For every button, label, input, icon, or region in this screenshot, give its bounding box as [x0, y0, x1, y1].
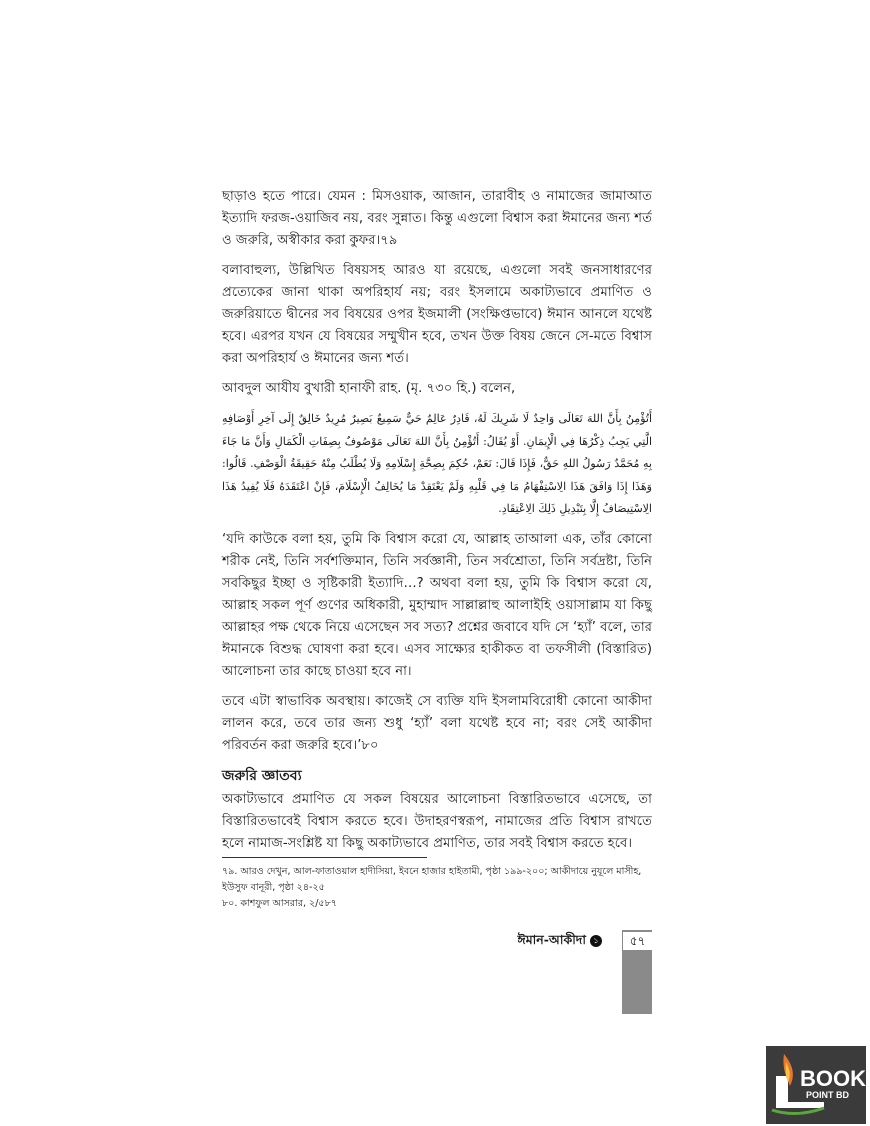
- paragraph-6: অকাট্যভাবে প্রমাণিত যে সকল বিষয়ের আলোচনা বিস্তারিতভাবে এসেছে, তা বিস্তারিতভাবেই বিশ্বাস করতে হবে। উদাহরণস্বরূপ, নামাজের প্রতি বিশ্বাস রাখতে হলে নামাজ-সংশ্লিষ্ট যা কিছু অকাট্যভাবে প্রমাণিত, তার সবই বিশ্বাস করতে হবে।: [222, 791, 652, 851]
- page-tab: [622, 930, 652, 1014]
- paragraph-2: বলাবাহুল্য, উল্লিখিত বিষয়সহ আরও যা রয়েছে, এগুলো সবই জনসাধারণের প্রত্যেকের জানা থাকা অপরিহার্য নয়; বরং ইসলামে অকাট্যভাবে প্রমাণিত ও জরুরিয়াতে দ্বীনের সব বিষয়ের ওপর ইজমালী (সংক্ষিপ্তভাবে) ঈমান আনলে যথেষ্ট হবে। এরপর যখন যে বিষয়ের সম্মুখীন হবে, তখন উক্ত বিষয় জেনে সে-মতে বিশ্বাস করা অপরিহার্য ও ঈমানের জন্য শর্ত।: [222, 263, 652, 366]
- main-text-column: [222, 186, 652, 863]
- footnote-divider: [222, 857, 427, 858]
- section-heading: জরুরি জ্ঞাতব্য: [222, 767, 302, 784]
- book-title: ঈমান-আকীদা: [517, 932, 586, 947]
- paragraph-1: ছাড়াও হতে পারে। যেমন : মিসওয়াক, আজান, তারাবীহ ও নামাজের জামাআত ইত্যাদি ফরজ-ওয়াজিব নয়, বরং সুন্নাত। কিন্তু এগুলো বিশ্বাস করা ঈমানের জন্য শর্ত ও জরুরি, অস্বীকার করা কুফর।৭৯: [222, 189, 652, 248]
- book-logo-icon: [766, 1046, 866, 1124]
- paragraph-5: তবে এটা স্বাভাবিক অবস্থায়। কাজেই সে ব্যক্তি যদি ইসলামবিরোধী কোনো আকীদা লালন করে, তবে তার জন্য শুধু ‘হ্যাঁ’ বলা যথেষ্ট হবে না; বরং সেই আকীদা পরিবর্তন করা জরুরি হবে।’৮০: [222, 693, 652, 753]
- footnote-80: ৮০. কাশফুল আসরার, ২/৫৮৭: [222, 898, 337, 909]
- footnotes: [222, 864, 652, 912]
- page-number: ৫৭: [622, 932, 652, 950]
- watermark-brand: BOOK: [800, 1066, 866, 1091]
- arabic-quote: أَتُؤْمِنُ بِأَنَّ اللهَ تَعَالَى وَاحِدٌ لَا شَرِيكَ لَهُ، قَادِرٌ عَالِمٌ حَيٌّ سَمِيعٌ بَصِيرٌ مُرِيدٌ خَالِقٌ إِلَى آخِرِ أَوْصَافِهِ الَّتِي يَجِبُ ذِكْرُهَا فِي الْإِيمَانِ. أَوْ يُقَالُ: أَتُؤْمِنُ بِأَنَّ اللهَ تَعَالَى مَوْصُوفٌ بِصِفَاتِ الْكَمَالِ وَأَنَّ مَا جَاءَ بِهِ مُحَمَّدٌ رَسُولُ اللهِ حَقٌّ، فَإِذَا قَالَ: نَعَمْ، حُكِمَ بِصِحَّةِ إِسْلَامِهِ وَلَا يُطْلَبُ مِنْهُ حَقِيقَةُ الْوَصْفِ. قَالُوا: وَهَذَا إِذَا وَافَقَ هَذَا الِاسْتِفْهَامُ مَا فِي قَلْبِهِ وَلَمْ يَعْتَقِدْ مَا يُخَالِفُ الْإِسْلَامَ، فَإِنْ اعْتَقَدَهُ فَلَا يُفِيدُ هَذَا الِاسْتِيصَافُ إِلَّا بِتَبْدِيلِ ذَلِكَ الِاعْتِقَادِ.: [222, 412, 652, 515]
- paragraph-4: ‘যদি কাউকে বলা হয়, তুমি কি বিশ্বাস করো যে, আল্লাহ তাআলা এক, তাঁর কোনো শরীক নেই, তিনি সর্বশক্তিমান, তিনি সর্বজ্ঞানী, তিন সর্বশ্রোতা, তিনি সর্বদ্রষ্টা, তিনি সবকিছুর ইচ্ছা ও সৃষ্টিকারী ইত্যাদি…? অথবা বলা হয়, তুমি কি বিশ্বাস করো যে, আল্লাহ সকল পূর্ণ গুণের অধিকারী, মুহাম্মাদ সাল্লাল্লাহু আলাইহি ওয়াসাল্লাম যা কিছু আল্লাহর পক্ষ থেকে নিয়ে এসেছেন সব সত্য? প্রশ্নের জবাবে যদি সে ‘হ্যাঁ’ বলে, তার ঈমানকে বিশুদ্ধ ঘোষণা করা হবে। এসব সাক্ষ্যের হাকীকত বা তফসীলী (বিস্তারিত) আলোচনা তার কাছে চাওয়া হবে না।: [222, 531, 652, 679]
- footnote-79: ৭৯. আরও দেখুন, আল-ফাতাওয়াল হাদীসিয়া, ইবনে হাজার হাইতামী, পৃষ্ঠা ১৯৯-২০০; আকীদায়ে নুযূলে মাসীহ, ইউসুফ বানূরী, পৃষ্ঠা ২৪-২৫: [222, 866, 642, 893]
- bookpoint-watermark-logo: [766, 1046, 866, 1124]
- footer-bullet-icon: ১: [590, 935, 602, 947]
- watermark-sub: POINT BD: [806, 1090, 850, 1100]
- paragraph-3: আবদুল আযীয বুখারী হানাফী রাহ. (মৃ. ৭৩০ হি.) বলেন,: [222, 381, 516, 396]
